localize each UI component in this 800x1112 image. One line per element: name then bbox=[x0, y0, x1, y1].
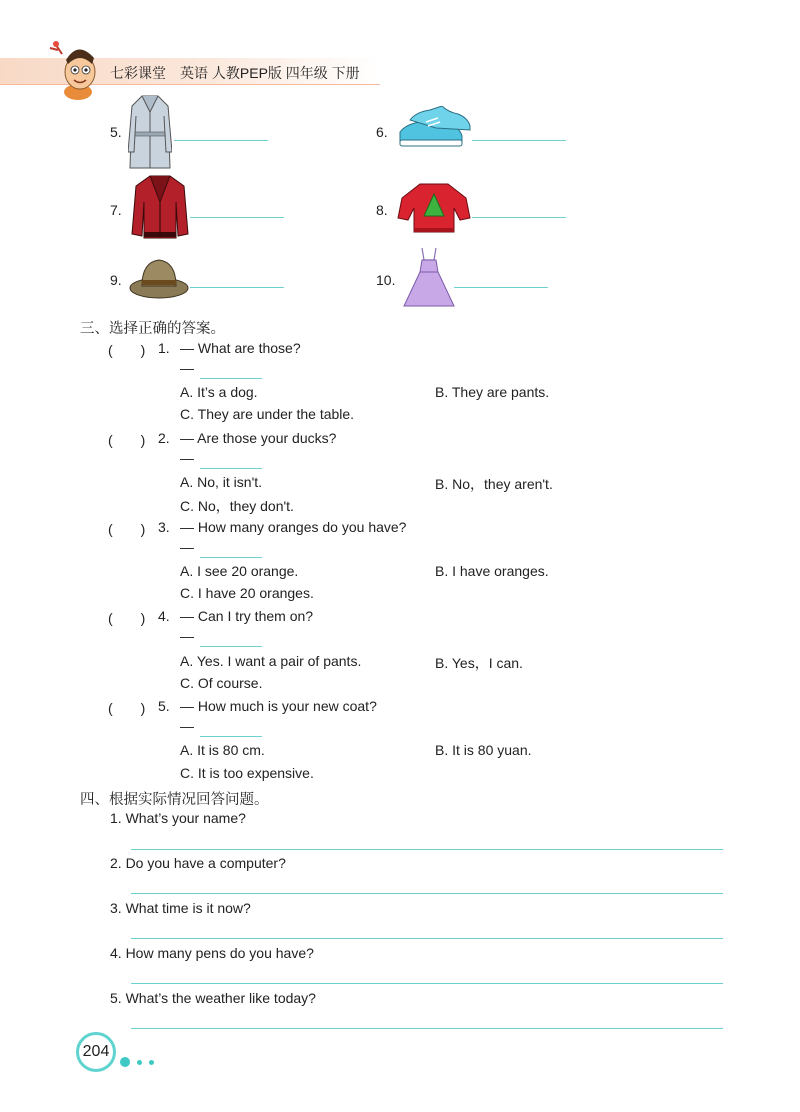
option-b: B. I have oranges. bbox=[435, 563, 549, 579]
question-text: — Can I try them on? bbox=[180, 608, 314, 624]
answer-blank-7[interactable] bbox=[190, 217, 284, 218]
picture-number-6: 6. bbox=[376, 124, 388, 140]
reply-dash: — bbox=[180, 718, 194, 734]
reply-dash: — bbox=[180, 360, 194, 376]
question-number: 5. bbox=[158, 698, 170, 714]
open-question-4: 4. How many pens do you have? bbox=[110, 945, 314, 961]
question-number: 1. bbox=[158, 340, 170, 356]
answer-blank-6[interactable] bbox=[472, 140, 566, 141]
option-b: B. No，they aren't. bbox=[435, 476, 553, 492]
section-3-title: 三、选择正确的答案。 bbox=[80, 321, 225, 337]
question-text: — What are those? bbox=[180, 340, 301, 356]
reply-line[interactable] bbox=[200, 736, 262, 737]
option-b: B. It is 80 yuan. bbox=[435, 742, 532, 758]
reply-dash: — bbox=[180, 628, 194, 644]
option-b: B. Yes，I can. bbox=[435, 655, 523, 671]
reply-line[interactable] bbox=[200, 468, 262, 469]
open-question-1: 1. What’s your name? bbox=[110, 810, 246, 826]
question-text: — How much is your new coat? bbox=[180, 698, 377, 714]
picture-number-7: 7. bbox=[110, 202, 122, 218]
jacket-icon bbox=[130, 172, 190, 242]
dress-icon bbox=[402, 246, 456, 310]
picture-number-8: 8. bbox=[376, 202, 388, 218]
option-c: C. It is too expensive. bbox=[180, 765, 314, 781]
option-c: C. They are under the table. bbox=[180, 406, 355, 422]
picture-number-9: 9. bbox=[110, 272, 122, 288]
option-a: A. It’s a dog. bbox=[180, 384, 258, 400]
question-text: — Are those your ducks? bbox=[180, 430, 337, 446]
answer-line-1[interactable] bbox=[131, 849, 723, 850]
picture-number-10: 10. bbox=[376, 272, 396, 288]
answer-blank-8[interactable] bbox=[472, 217, 566, 218]
answer-line-3[interactable] bbox=[131, 938, 723, 939]
decorative-dot-icon bbox=[120, 1057, 130, 1067]
answer-blank-10[interactable] bbox=[454, 287, 548, 288]
trench-coat-icon bbox=[128, 92, 172, 172]
page-number: 204 bbox=[76, 1032, 116, 1072]
mascot-icon bbox=[48, 34, 108, 104]
open-question-2: 2. Do you have a computer? bbox=[110, 855, 286, 871]
answer-bracket[interactable]: ( ) bbox=[108, 700, 146, 716]
answer-line-2[interactable] bbox=[131, 893, 723, 894]
decorative-dot-icon bbox=[149, 1060, 154, 1065]
picture-number-5: 5. bbox=[110, 124, 122, 140]
section-4-title: 四、根据实际情况回答问题。 bbox=[80, 792, 269, 808]
reply-line[interactable] bbox=[200, 557, 262, 558]
answer-blank-5[interactable] bbox=[174, 140, 268, 141]
option-a: A. Yes. I want a pair of pants. bbox=[180, 653, 362, 669]
sneakers-icon bbox=[396, 106, 472, 156]
open-question-3: 3. What time is it now? bbox=[110, 900, 251, 916]
reply-line[interactable] bbox=[200, 646, 262, 647]
answer-blank-9[interactable] bbox=[190, 287, 284, 288]
option-a: A. No, it isn't. bbox=[180, 474, 263, 490]
answer-line-4[interactable] bbox=[131, 983, 723, 984]
reply-dash: — bbox=[180, 450, 194, 466]
question-number: 4. bbox=[158, 608, 170, 624]
option-a: A. I see 20 orange. bbox=[180, 563, 299, 579]
question-number: 3. bbox=[158, 519, 170, 535]
question-number: 2. bbox=[158, 430, 170, 446]
option-b: B. They are pants. bbox=[435, 384, 550, 400]
open-question-5: 5. What’s the weather like today? bbox=[110, 990, 316, 1006]
decorative-dot-icon bbox=[137, 1060, 142, 1065]
answer-bracket[interactable]: ( ) bbox=[108, 342, 146, 358]
option-c: C. I have 20 oranges. bbox=[180, 585, 314, 601]
answer-bracket[interactable]: ( ) bbox=[108, 432, 146, 448]
reply-dash: — bbox=[180, 539, 194, 555]
header-title: 七彩课堂 英语 人教PEP版 四年级 下册 bbox=[110, 65, 360, 81]
reply-line[interactable] bbox=[200, 378, 262, 379]
answer-line-5[interactable] bbox=[131, 1028, 723, 1029]
answer-bracket[interactable]: ( ) bbox=[108, 610, 146, 626]
option-c: C. No，they don't. bbox=[180, 498, 294, 514]
question-text: — How many oranges do you have? bbox=[180, 519, 407, 535]
option-c: C. Of course. bbox=[180, 675, 263, 691]
sweater-icon bbox=[396, 180, 472, 236]
option-a: A. It is 80 cm. bbox=[180, 742, 265, 758]
answer-bracket[interactable]: ( ) bbox=[108, 521, 146, 537]
hat-icon bbox=[128, 254, 190, 302]
